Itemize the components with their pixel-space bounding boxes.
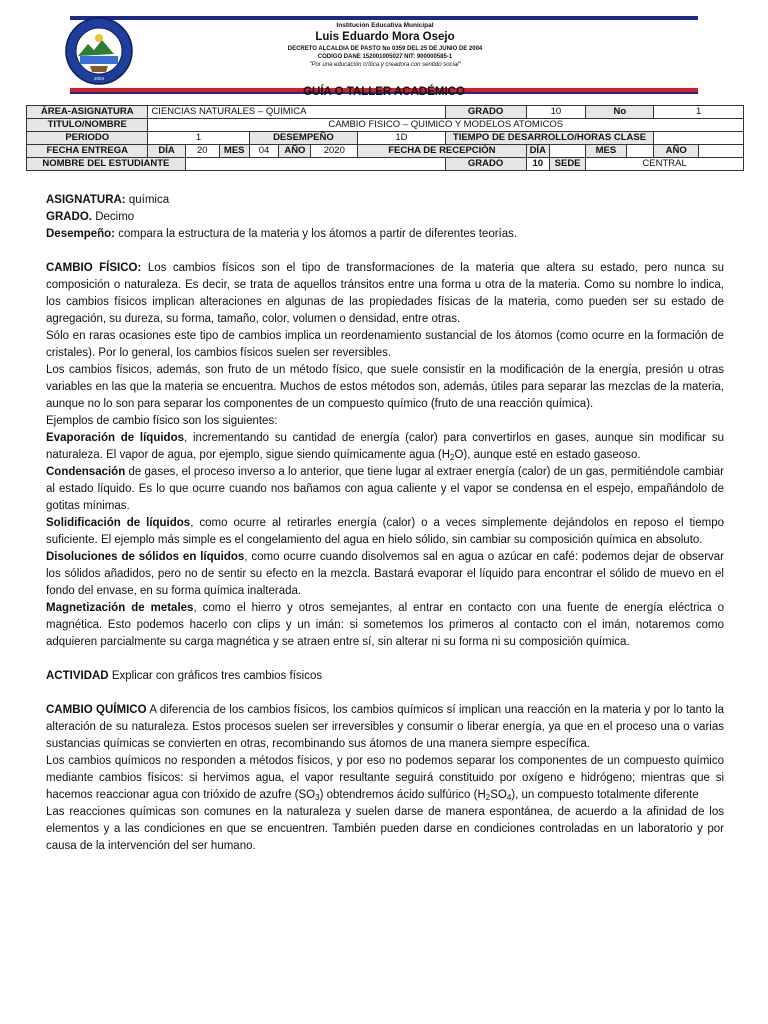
solidificacion-paragraph: Solidificación de líquidos, como ocurre al retirarles energía (calor) o a veces simplemente dejándolos en reposo el tiempo suficiente. El ejemplo más simple es el congelamiento del agua en hielo sólido, sin cambiar su composición química en absoluto.: [46, 517, 724, 546]
anio2-label: AÑO: [654, 145, 699, 158]
decree-line: DECRETO ALCALDIA DE PASTO No 0359 DEL 25 DE JUNIO DE 2004: [287, 46, 483, 52]
table-row: [27, 145, 744, 158]
cambio-fisico-paragraph: CAMBIO FÍSICO: Los cambios físicos son el tipo de transformaciones de la materia que altera su estado, pero nunca su composición o naturaleza. Es decir, se trata de aquellos tránsitos entre una forma u otra de la materia. Como su nombre lo indica, los cambios físicos implican alteraciones en algunas de las propiedades físicas de la materia, como pueden ser su estado de agregación, su dureza, su forma, tamaño, color, volumen o densidad, entre otras.: [46, 262, 725, 325]
fecha-recepcion-label: FECHA DE RECEPCIÓN: [358, 145, 526, 158]
grado2-label: GRADO: [445, 158, 526, 171]
guide-info-table: [26, 105, 744, 171]
paragraph: Los cambios físicos, además, son fruto de un método físico, que suele consistir en la modificación de la energía, presión u otras variables en las que la materia se encuentra. Muchos de estos métodos son, además, útiles para separar las mezclas de la materia, aunque no lo son para separar los componentes de un compuesto químico (fruto de una reacción química).: [46, 364, 724, 410]
paragraph: Ejemplos de cambio físico son los siguientes:: [46, 415, 278, 427]
tiempo-value[interactable]: [654, 132, 744, 145]
svg-text:2004: 2004: [93, 76, 105, 81]
table-row: [27, 119, 744, 132]
mes-value: 04: [249, 145, 279, 158]
grado2-value: 10: [526, 158, 549, 171]
top-blue-stripe: [70, 16, 698, 20]
grado-line: GRADO. Decimo: [46, 211, 135, 223]
disoluciones-paragraph: Disoluciones de sólidos en líquidos, como ocurre cuando disolvemos sal en agua o azúcar en café: podemos dejar de observar los sólidos añadidos, pero no de sentir su efecto en la mezcla. Bastará evaporar el líquido para encontrar el sólido de muevo en el fondo del envase, en su forma química inalterada.: [46, 551, 725, 597]
fecha-entrega-label: FECHA ENTREGA: [27, 145, 148, 158]
area-label: ÁREA-ASIGNATURA: [27, 106, 148, 119]
titulo-label: TITULO/NOMBRE: [27, 119, 148, 132]
asignatura-line: ASIGNATURA: química: [46, 194, 170, 206]
mes-label: MES: [219, 145, 249, 158]
estudiante-value[interactable]: [185, 158, 445, 171]
condensacion-paragraph: Condensación de gases, el proceso inverso a lo anterior, que tiene lugar al extraer energía (calor) de un gas, permitiéndole cambiar al estado líquido. Es lo que ocurre cuando nos bañamos con agua caliente y el vapor se condensa en el espejo, empañándolo de gotitas mínimas.: [46, 466, 724, 512]
institution-line: Institución Educativa Municipal: [336, 22, 434, 29]
desempeno-value: 1D: [358, 132, 445, 145]
school-seal-logo: [64, 16, 134, 86]
anio2-value[interactable]: [699, 145, 744, 158]
table-row: [27, 158, 744, 171]
no-label: No: [586, 106, 654, 119]
area-value: CIENCIAS NATURALES – QUIMICA: [148, 106, 445, 119]
school-header: [150, 22, 620, 69]
dia2-value[interactable]: [549, 145, 585, 158]
paragraph: Sólo en raras ocasiones este tipo de cambios implica un reordenamiento sustancial de los átomos (como ocurre en la formación de cristales). Por lo general, los cambios físicos suelen ser reversibles.: [46, 330, 724, 359]
document-body: [46, 192, 724, 855]
desempeno-line: Desempeño: compara la estructura de la materia y los átomos a partir de diferentes teorías.: [46, 228, 518, 240]
periodo-value: 1: [148, 132, 249, 145]
grado-label: GRADO: [445, 106, 526, 119]
magnetizacion-paragraph: Magnetización de metales, como el hierro y otros semejantes, al entrar en contacto con una fuente de energía eléctrica o magnética. Esto podemos hacerlo con clips y un imán: si sometemos los primeros al contacto con el imán, notaremos como adquieren parcialmente su carga magnética y se atraen entre sí, sin alterar ni su forma ni su composición química.: [46, 602, 724, 648]
actividad-line: ACTIVIDAD Explicar con gráficos tres cambios físicos: [46, 670, 323, 682]
motto-line: "Por una educación crítica y creadora con sentido social": [309, 62, 461, 68]
evaporacion-paragraph: Evaporación de líquidos, incrementando su cantidad de energía (calor) para convertirlos en gases, aunque sin modificar su naturaleza. El vapor de agua, por ejemplo, sigue siendo químicamente agua $(H_2O)$, aunque esté en estado gaseoso.: [46, 432, 724, 462]
tiempo-label: TIEMPO DE DESARROLLO/HORAS CLASE: [445, 132, 654, 145]
sede-value: CENTRAL: [586, 158, 744, 171]
periodo-label: PERIODO: [27, 132, 148, 145]
no-value: 1: [654, 106, 744, 119]
desempeno-label: DESEMPEÑO: [249, 132, 358, 145]
estudiante-label: NOMBRE DEL ESTUDIANTE: [27, 158, 186, 171]
codes-line: CODIGO DANE 152001005027 NIT: 900000585-1: [317, 54, 453, 60]
dia2-label: DÍA: [526, 145, 549, 158]
mes2-label: MES: [586, 145, 626, 158]
paragraph: Los cambios químicos no responden a métodos físicos, y por eso no podemos separar los componentes de un compuesto químico mediante cambios físicos: si hervimos agua, el vapor resultante seguirá constituido por oxígeno e hidrógeno; mientras que si hacemos reaccionar agua con trióxido de azufre $(SO_3)$ obtendremos ácido sulfúrico $(H_2SO_4)$, un compuesto totalmente diferente: [46, 755, 724, 802]
sede-label: SEDE: [549, 158, 585, 171]
anio-label: AÑO: [279, 145, 311, 158]
school-name: Luis Eduardo Mora Osejo: [315, 31, 455, 43]
table-row: [27, 132, 744, 145]
table-row: [27, 106, 744, 119]
titulo-value: CAMBIO FISICO – QUIMICO Y MODELOS ATOMICOS: [148, 119, 744, 132]
anio-value: 2020: [311, 145, 358, 158]
paragraph: Las reacciones químicas son comunes en la naturaleza y suelen darse de manera espontánea, de acuerdo a la afinidad de los elementos y a las condiciones en que se encuentren. También pueden darse en condiciones controladas en un laboratorio y por causa de la intervención del ser humano.: [46, 806, 724, 852]
grado-value: 10: [526, 106, 586, 119]
page-title: GUÍA O TALLER ACADÉMICO: [303, 86, 465, 98]
dia-value: 20: [185, 145, 219, 158]
dia-label: DÍA: [148, 145, 185, 158]
mes2-value[interactable]: [626, 145, 654, 158]
cambio-quimico-paragraph: CAMBIO QUÍMICO A diferencia de los cambios físicos, los cambios químicos sí implican una reacción en la materia y por lo tanto la alteración de su naturaleza. Estos procesos suelen ser irreversibles y consumir o liberar energía, ya que en el proceso una o varias sustancias químicas se convierten en otras, recombinando sus átomos de una manera siempre específica.: [46, 704, 724, 750]
